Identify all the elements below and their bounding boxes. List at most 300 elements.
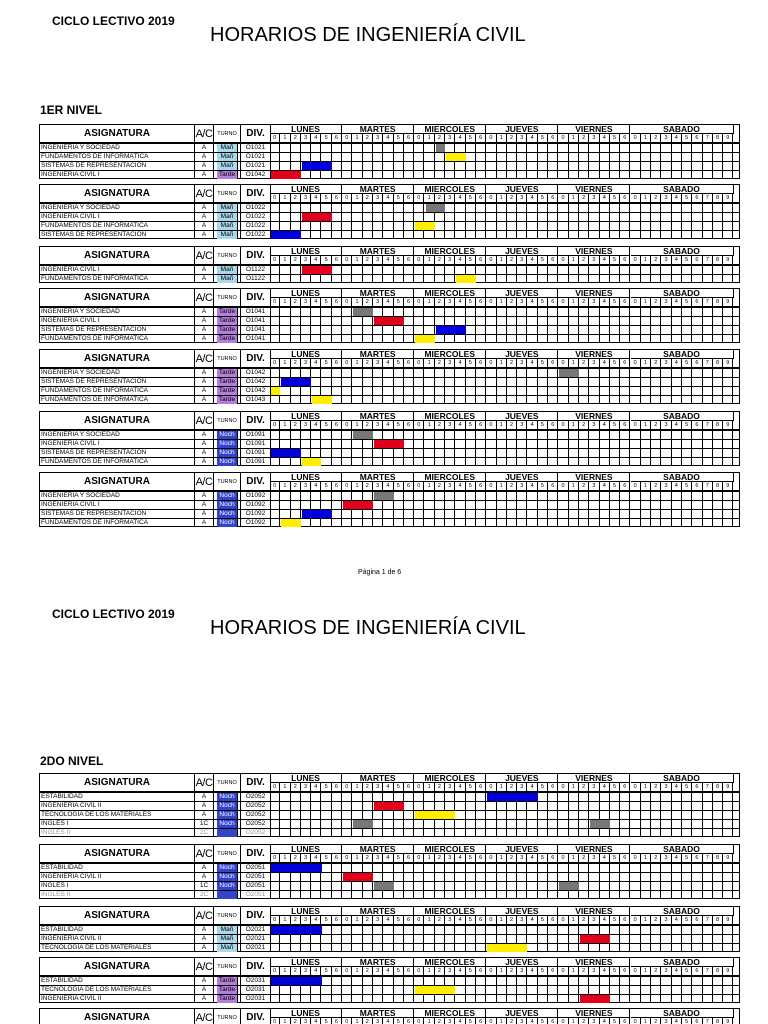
schedule-cell [301,519,311,527]
schedule-cell [631,387,641,395]
schedule-cell [414,144,424,152]
schedule-cell [270,431,280,439]
schedule-cell [270,153,280,161]
schedule-cell [610,144,620,152]
header-slot: 1 [569,783,579,792]
header-slot: 6 [692,854,702,863]
nivel-heading: 1ER NIVEL [40,103,103,117]
header-slot: 0 [631,359,641,368]
schedule-cell [589,802,599,810]
subject-name: TECNOLOGÍA DE LOS MATERIALES [40,944,195,952]
schedule-cell [352,266,362,274]
schedule-cell [466,266,476,274]
header-slot: 1 [497,916,507,925]
header-slot: 6 [476,783,486,792]
schedule-cell [589,882,599,890]
header-slot: 2 [291,359,301,368]
schedule-cell [291,935,301,943]
schedule-cell [280,162,290,170]
schedule-cell [641,820,651,828]
schedule-cell [404,171,414,179]
header-slot: 6 [548,298,558,307]
schedule-cell [394,153,404,161]
schedule-cell [425,891,435,899]
header-slot: 4 [528,854,538,863]
schedule-cell [363,162,373,170]
schedule-cell [363,926,373,934]
schedule-cell [455,986,465,994]
schedule-cell [672,501,682,509]
schedule-cell [497,519,507,527]
schedule-cell [332,882,342,890]
header-slot: 4 [455,359,465,368]
schedule-cell [620,231,630,239]
schedule-cell [301,204,311,212]
header-slot: 0 [342,194,352,203]
header-slot: 6 [476,359,486,368]
schedule-cell [589,458,599,466]
schedule-cell [703,144,713,152]
header-slot: 4 [383,783,393,792]
schedule-cell [425,510,435,518]
schedule-cell [435,231,445,239]
schedule-cell [342,458,352,466]
schedule-cell [455,431,465,439]
schedule-cell [435,335,445,343]
schedule-cell [322,986,332,994]
subject-name: INGLÉS II [40,891,195,899]
schedule-cell [466,864,476,872]
schedule-cell [579,829,589,837]
schedule-cell [311,820,321,828]
schedule-cell [445,396,455,404]
schedule-cell [466,153,476,161]
schedule-cell [445,440,455,448]
schedule-cell [713,431,723,439]
header-slot: 0 [558,783,568,792]
schedule-cell [661,820,671,828]
schedule-cell [270,510,280,518]
header-slot: 5 [610,134,620,143]
schedule-cell [589,510,599,518]
schedule-cell [280,820,290,828]
schedule-cell [280,204,290,212]
schedule-cell [394,266,404,274]
class-slot-red [580,995,610,1003]
schedule-cell [631,995,641,1003]
schedule-cell [600,802,610,810]
schedule-cell [672,802,682,810]
schedule-cell [435,802,445,810]
schedule-cell [713,820,723,828]
header-slot: 3 [589,783,599,792]
schedule-cell [723,317,733,325]
schedule-cell [600,440,610,448]
table-header [40,412,739,430]
schedule-cell [672,431,682,439]
header-slot: 2 [435,967,445,976]
schedule-cell [425,431,435,439]
schedule-cell [383,811,393,819]
header-day: VIERNES [558,774,630,783]
schedule-cell [548,222,558,230]
schedule-cell [280,431,290,439]
schedule-cell [466,793,476,801]
schedule-cell [517,891,527,899]
header-slot: 2 [579,359,589,368]
header-slot: 8 [713,298,723,307]
schedule-cell [672,308,682,316]
schedule-cell [713,335,723,343]
schedule-cell [610,213,620,221]
schedule-cell [507,935,517,943]
schedule-cell [569,873,579,881]
schedule-cell [373,369,383,377]
schedule-cell [466,829,476,837]
class-slot-red [302,266,332,274]
header-slot: 2 [291,134,301,143]
schedule-cell [352,335,362,343]
schedule-cell [476,387,486,395]
schedule-cell [466,944,476,952]
schedule-cell [641,440,651,448]
schedule-cell [517,144,527,152]
schedule-cell [455,222,465,230]
header-slot: 5 [610,256,620,265]
schedule-cell [538,793,548,801]
schedule-cell [476,811,486,819]
header-slot: 0 [270,134,280,143]
schedule-cell [445,171,455,179]
header-slot: 1 [497,482,507,491]
schedule-cell [270,308,280,316]
header-slot: 5 [610,854,620,863]
schedule-cell [363,231,373,239]
schedule-cell [435,308,445,316]
schedule-cell [435,944,445,952]
schedule-cell [476,162,486,170]
header-slot: 0 [270,783,280,792]
schedule-cell [435,171,445,179]
schedule-cell [703,802,713,810]
schedule-cell [373,431,383,439]
schedule-cell [322,492,332,500]
schedule-cell [363,492,373,500]
subject-div: O1042 [241,378,271,386]
class-slot-red [302,213,332,221]
schedule-cell [548,811,558,819]
schedule-cell [486,431,496,439]
schedule-cell [538,396,548,404]
schedule-cell [383,335,393,343]
schedule-cell [342,802,352,810]
header-ac: A/C [195,774,214,792]
schedule-cell [569,986,579,994]
schedule-cell [589,153,599,161]
subject-name: INGLÉS I [40,882,195,890]
header-slot: 0 [558,916,568,925]
schedule-cell [486,811,496,819]
schedule-cell [517,820,527,828]
schedule-cell [363,510,373,518]
header-slot: 1 [425,298,435,307]
subject-ac: A [195,492,214,500]
schedule-cell [610,335,620,343]
schedule-cell [476,396,486,404]
schedule-cell [507,820,517,828]
header-day: JUEVES [486,958,558,967]
subject-name: FUNDAMENTOS DE INFORMATICA [40,275,195,283]
schedule-cell [723,986,733,994]
schedule-cell [342,275,352,283]
schedule-cell [301,802,311,810]
subject-turno: Tarde [217,986,238,994]
schedule-cell [414,492,424,500]
header-slot: 9 [723,783,733,792]
schedule-cell [270,162,280,170]
header-slot: 3 [517,359,527,368]
schedule-cell [394,144,404,152]
schedule-cell [270,378,280,386]
schedule-cell [517,864,527,872]
schedule-cell [558,986,568,994]
schedule-cell [558,213,568,221]
header-slot: 4 [455,1018,465,1024]
header-slot: 5 [322,482,332,491]
schedule-cell [641,144,651,152]
header-slot: 1 [352,194,362,203]
header-day: LUNES [270,774,342,783]
header-slot: 8 [713,134,723,143]
schedule-cell [672,882,682,890]
header-slot: 3 [373,298,383,307]
schedule-cell [610,977,620,985]
schedule-cell [558,519,568,527]
schedule-cell [661,369,671,377]
schedule-cell [651,891,661,899]
schedule-cell [569,275,579,283]
schedule-cell [682,396,692,404]
schedule-cell [517,873,527,881]
schedule-cell [569,440,579,448]
schedule-cell [620,275,630,283]
class-slot-yellow [415,986,455,994]
schedule-cell [703,458,713,466]
header-day: LUNES [270,247,342,256]
schedule-cell [414,317,424,325]
schedule-cell [641,926,651,934]
schedule-cell [569,458,579,466]
schedule-cell [713,162,723,170]
schedule-cell [373,510,383,518]
schedule-cell [280,986,290,994]
class-slot-gray [436,144,445,152]
schedule-cell [538,891,548,899]
header-slot: 3 [373,482,383,491]
schedule-cell [363,153,373,161]
schedule-cell [373,396,383,404]
schedule-cell [579,864,589,872]
table-row [40,316,739,325]
schedule-cell [600,308,610,316]
schedule-cell [414,793,424,801]
class-slot-yellow [446,153,466,161]
schedule-cell [486,458,496,466]
schedule-cell [445,829,455,837]
schedule-cell [610,995,620,1003]
schedule-cell [651,335,661,343]
schedule-cell [404,829,414,837]
schedule-cell [476,882,486,890]
subject-name: FUNDAMENTOS DE INFORMATICA [40,335,195,343]
schedule-cell [507,492,517,500]
header-slot: 2 [363,783,373,792]
schedule-cell [620,944,630,952]
schedule-cell [445,926,455,934]
schedule-cell [538,275,548,283]
schedule-cell [517,378,527,386]
schedule-cell [558,153,568,161]
schedule-cell [322,222,332,230]
schedule-cell [363,396,373,404]
header-slot: 5 [538,854,548,863]
header-slot: 3 [589,298,599,307]
header-slot: 2 [579,783,589,792]
schedule-cell [661,977,671,985]
schedule-cell [404,944,414,952]
schedule-cell [404,793,414,801]
schedule-cell [466,510,476,518]
schedule-cell [291,944,301,952]
schedule-cell [363,986,373,994]
schedule-cell [713,944,723,952]
header-day: SABADO [631,350,734,359]
schedule-cell [589,519,599,527]
schedule-cell [497,977,507,985]
schedule-cell [713,995,723,1003]
schedule-cell [651,820,661,828]
header-div: DIV. [241,958,271,976]
schedule-cell [641,501,651,509]
header-slot: 6 [404,854,414,863]
header-day: LUNES [270,289,342,298]
header-slot: 7 [703,854,713,863]
schedule-cell [517,882,527,890]
ciclo-lectivo: CICLO LECTIVO 2019 [52,14,175,28]
schedule-cell [620,326,630,334]
schedule-cell [651,222,661,230]
subject-ac: A [195,144,214,152]
schedule-cell [641,458,651,466]
header-slot: 0 [631,194,641,203]
schedule-cell [600,458,610,466]
schedule-cell [486,864,496,872]
schedule-cell [569,793,579,801]
header-slot: 3 [589,421,599,430]
header-slot: 4 [311,298,321,307]
schedule-cell [383,308,393,316]
schedule-cell [445,387,455,395]
header-slot: 3 [373,1018,383,1024]
schedule-cell [641,492,651,500]
schedule-cell [600,335,610,343]
header-slot: 3 [445,256,455,265]
schedule-cell [672,275,682,283]
schedule-cell [280,369,290,377]
schedule-cell [435,213,445,221]
schedule-cell [558,440,568,448]
schedule-cell [569,231,579,239]
schedule-cell [589,308,599,316]
schedule-block [39,957,740,1003]
header-slot: 6 [332,854,342,863]
schedule-cell [497,396,507,404]
schedule-cell [394,275,404,283]
schedule-cell [692,153,702,161]
ciclo-lectivo: CICLO LECTIVO 2019 [52,607,175,621]
schedule-cell [342,864,352,872]
schedule-cell [466,449,476,457]
header-slot: 4 [672,421,682,430]
schedule-cell [723,387,733,395]
schedule-cell [332,977,342,985]
schedule-cell [682,977,692,985]
turno-cell-border [214,458,241,466]
schedule-cell [713,222,723,230]
schedule-cell [548,492,558,500]
schedule-cell [703,171,713,179]
schedule-cell [445,335,455,343]
header-slot: 6 [404,421,414,430]
schedule-cell [455,519,465,527]
schedule-cell [692,308,702,316]
header-slot: 7 [703,967,713,976]
schedule-cell [692,387,702,395]
schedule-cell [322,378,332,386]
header-asignatura: ASIGNATURA [40,958,195,976]
subject-div: O1022 [241,204,271,212]
header-day: MARTES [342,185,414,194]
schedule-cell [558,231,568,239]
schedule-cell [280,944,290,952]
header-slot: 3 [301,256,311,265]
header-slot: 0 [486,967,496,976]
schedule-cell [569,387,579,395]
header-slot: 4 [311,482,321,491]
schedule-cell [661,431,671,439]
schedule-cell [703,793,713,801]
schedule-cell [394,977,404,985]
schedule-cell [291,891,301,899]
table-header [40,473,739,491]
class-slot-blue [271,231,301,239]
schedule-cell [455,977,465,985]
schedule-cell [713,204,723,212]
schedule-cell [703,873,713,881]
schedule-cell [579,458,589,466]
header-day: VIERNES [558,907,630,916]
header-slot: 6 [548,359,558,368]
schedule-cell [651,162,661,170]
class-slot-yellow [415,222,435,230]
header-slot: 1 [569,916,579,925]
schedule-cell [394,162,404,170]
subject-ac: A [195,222,214,230]
schedule-cell [311,944,321,952]
header-slot: 1 [569,421,579,430]
schedule-cell [363,378,373,386]
schedule-cell [476,935,486,943]
